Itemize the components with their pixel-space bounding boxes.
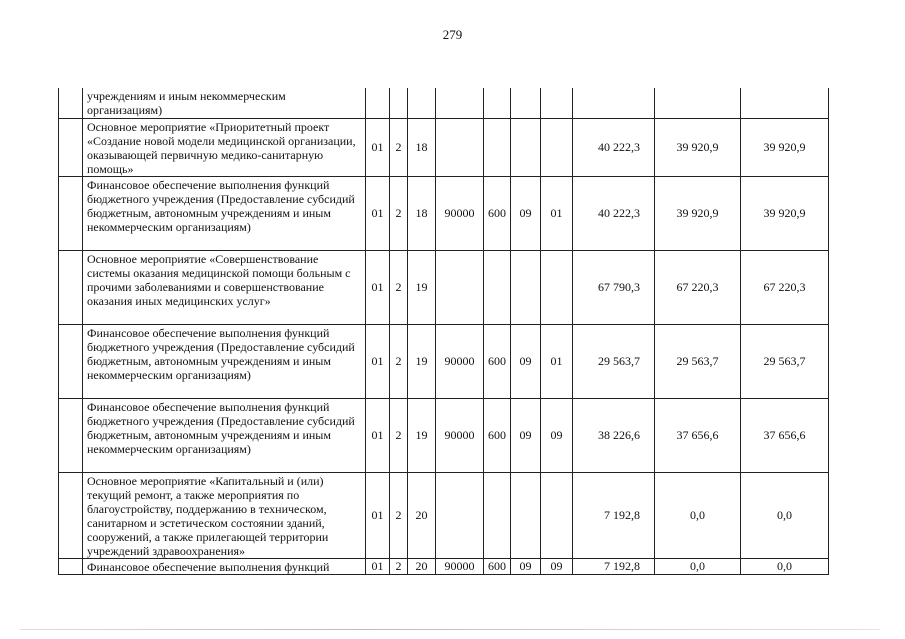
table-row: [59, 324, 829, 398]
row-index-cell: [59, 118, 83, 176]
code-cell: 90000: [436, 398, 484, 472]
table-row: [59, 250, 829, 324]
scan-artifact-line: [20, 629, 880, 630]
code-cell: 20: [408, 472, 436, 558]
code-cell: 2: [390, 250, 408, 324]
code-cell: [484, 250, 511, 324]
amount-cell: 29 563,7: [655, 324, 741, 398]
code-cell: 20: [408, 558, 436, 574]
code-cell: [511, 88, 541, 118]
row-index-cell: [59, 558, 83, 574]
code-cell: [436, 88, 484, 118]
amount-cell: 29 563,7: [741, 324, 829, 398]
code-cell: [541, 472, 573, 558]
amount-cell: 67 220,3: [741, 250, 829, 324]
code-cell: 09: [541, 558, 573, 574]
code-cell: 01: [366, 398, 390, 472]
code-cell: 2: [390, 398, 408, 472]
amount-cell: [741, 88, 829, 118]
table-row: [59, 472, 829, 558]
table-row: [59, 118, 829, 176]
code-cell: 19: [408, 250, 436, 324]
code-cell: 90000: [436, 176, 484, 250]
row-index-cell: [59, 472, 83, 558]
amount-cell: [655, 88, 741, 118]
table-body: [59, 88, 829, 574]
code-cell: [511, 250, 541, 324]
code-cell: 18: [408, 118, 436, 176]
code-cell: 09: [511, 558, 541, 574]
code-cell: 600: [484, 398, 511, 472]
row-description: Финансовое обеспечение выполнения функций: [83, 558, 366, 574]
budget-table-container: [58, 88, 829, 575]
code-cell: 19: [408, 398, 436, 472]
code-cell: 09: [511, 176, 541, 250]
code-cell: 2: [390, 324, 408, 398]
table-row: [59, 558, 829, 574]
amount-cell: 40 222,3: [573, 118, 655, 176]
amount-cell: 38 226,6: [573, 398, 655, 472]
code-cell: 90000: [436, 324, 484, 398]
code-cell: [541, 118, 573, 176]
code-cell: 600: [484, 558, 511, 574]
row-description: Финансовое обеспечение выполнения функций бюджетного учреждения (Предоставление субсидий бюджетным, автономным учреждениям и иным некоммерческим организациям): [83, 324, 366, 398]
amount-cell: 0,0: [655, 558, 741, 574]
code-cell: 09: [511, 324, 541, 398]
code-cell: 2: [390, 176, 408, 250]
row-description: Основное мероприятие «Совершенствование системы оказания медицинской помощи больным с прочими заболеваниями и совершенствование оказания иных медицинских услуг»: [83, 250, 366, 324]
row-index-cell: [59, 398, 83, 472]
row-description: Основное мероприятие «Приоритетный проект «Создание новой модели медицинской организации, оказывающей первичную медико-санитарную помощь»: [83, 118, 366, 176]
code-cell: 01: [366, 558, 390, 574]
code-cell: [511, 118, 541, 176]
code-cell: 01: [541, 324, 573, 398]
code-cell: 18: [408, 176, 436, 250]
code-cell: 2: [390, 118, 408, 176]
amount-cell: 7 192,8: [573, 558, 655, 574]
page-number: 279: [442, 27, 463, 42]
code-cell: [436, 118, 484, 176]
code-cell: [436, 250, 484, 324]
row-description: Финансовое обеспечение выполнения функций бюджетного учреждения (Предоставление субсидий бюджетным, автономным учреждениям и иным некоммерческим организациям): [83, 176, 366, 250]
code-cell: [484, 472, 511, 558]
code-cell: 09: [541, 398, 573, 472]
code-cell: 2: [390, 558, 408, 574]
amount-cell: 39 920,9: [655, 118, 741, 176]
row-description: Финансовое обеспечение выполнения функций бюджетного учреждения (Предоставление субсидий бюджетным, автономным учреждениям и иным некоммерческим организациям): [83, 398, 366, 472]
amount-cell: 37 656,6: [741, 398, 829, 472]
code-cell: [408, 88, 436, 118]
amount-cell: 7 192,8: [573, 472, 655, 558]
amount-cell: 67 790,3: [573, 250, 655, 324]
amount-cell: 67 220,3: [655, 250, 741, 324]
code-cell: 600: [484, 176, 511, 250]
row-index-cell: [59, 250, 83, 324]
amount-cell: 0,0: [655, 472, 741, 558]
amount-cell: 0,0: [741, 558, 829, 574]
code-cell: 19: [408, 324, 436, 398]
row-index-cell: [59, 324, 83, 398]
amount-cell: 40 222,3: [573, 176, 655, 250]
budget-table: [58, 88, 829, 575]
code-cell: 600: [484, 324, 511, 398]
code-cell: 01: [366, 250, 390, 324]
amount-cell: 37 656,6: [655, 398, 741, 472]
table-row: [59, 176, 829, 250]
row-index-cell: [59, 88, 83, 118]
code-cell: 01: [366, 176, 390, 250]
code-cell: 90000: [436, 558, 484, 574]
amount-cell: 39 920,9: [741, 118, 829, 176]
code-cell: [390, 88, 408, 118]
code-cell: [541, 88, 573, 118]
code-cell: 01: [366, 324, 390, 398]
code-cell: [511, 472, 541, 558]
code-cell: 2: [390, 472, 408, 558]
table-row: [59, 398, 829, 472]
amount-cell: 0,0: [741, 472, 829, 558]
row-index-cell: [59, 176, 83, 250]
row-description: Основное мероприятие «Капитальный и (или) текущий ремонт, а также мероприятия по благоустройству, поддержанию в техническом, санитарном и эстетическом состоянии зданий, сооружений, а также прилегающей территории учреждений здравоохранения»: [83, 472, 366, 558]
code-cell: 01: [366, 472, 390, 558]
amount-cell: 39 920,9: [741, 176, 829, 250]
code-cell: 09: [511, 398, 541, 472]
code-cell: [484, 88, 511, 118]
code-cell: [366, 88, 390, 118]
table-row: [59, 88, 829, 118]
code-cell: [436, 472, 484, 558]
amount-cell: 39 920,9: [655, 176, 741, 250]
code-cell: [541, 250, 573, 324]
row-description: учреждениям и иным некоммерческим организациям): [83, 88, 366, 118]
amount-cell: 29 563,7: [573, 324, 655, 398]
code-cell: 01: [541, 176, 573, 250]
code-cell: [484, 118, 511, 176]
amount-cell: [573, 88, 655, 118]
code-cell: 01: [366, 118, 390, 176]
